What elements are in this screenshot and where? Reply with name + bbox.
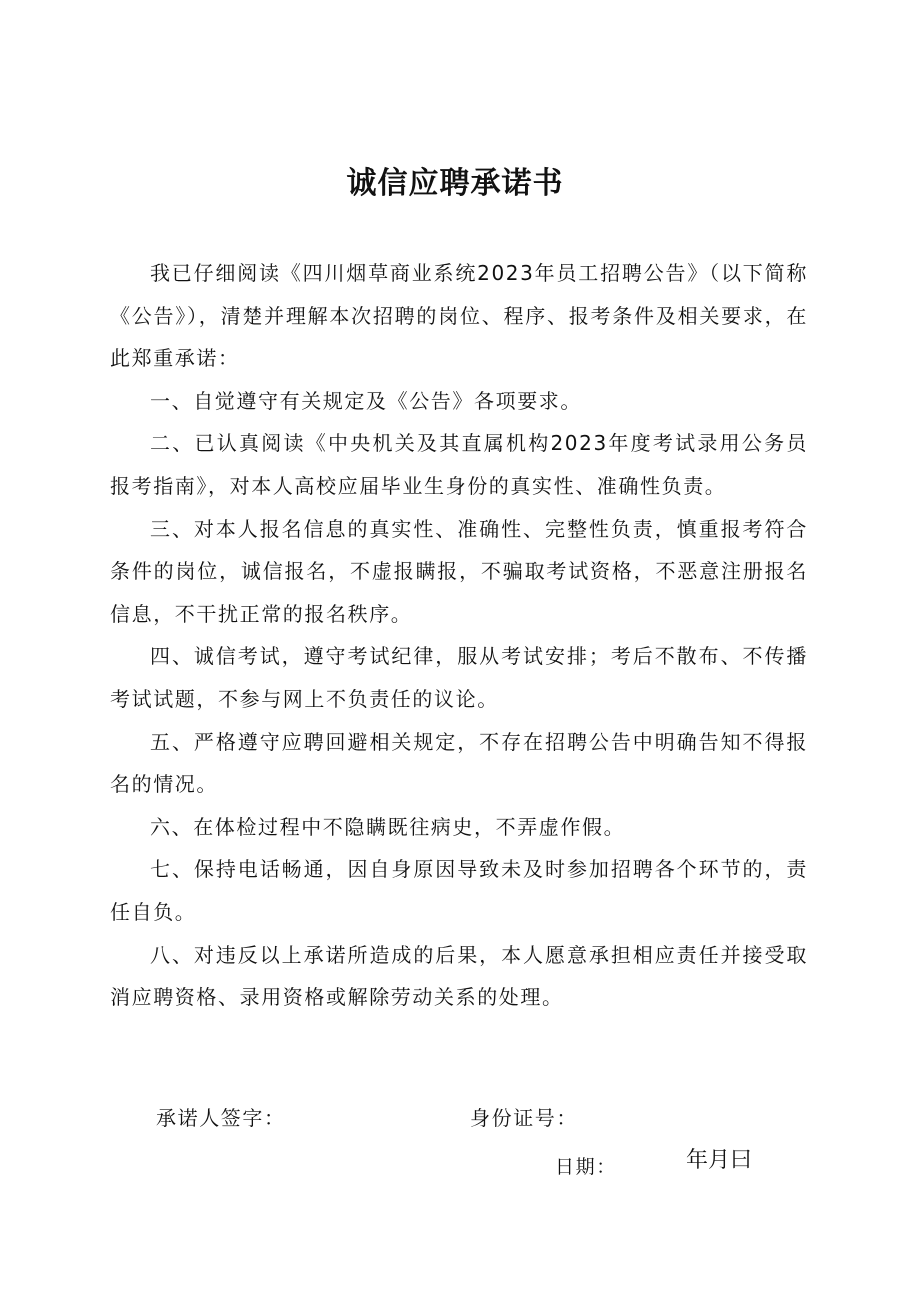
commitment-item-1: 一、自觉遵守有关规定及《公告》各项要求。 xyxy=(150,388,582,413)
commitment-item-3: 三、对本人报名信息的真实性、准确性、完整性负责，慎重报考符合条件的岗位，诚信报名，不虚报瞒报，不骗取考试资格，不恶意注册报名信息，不干扰正常的报名秩序。 xyxy=(110,516,808,626)
intro-paragraph: 我已仔细阅读《四川烟草商业系统2023年员工招聘公告》（以下简称《公告》），清楚并理解本次招聘的岗位、程序、报考条件及相关要求，在此郑重承诺： xyxy=(110,261,808,371)
id-number-label: 身份证号： xyxy=(470,1106,578,1130)
signer-signature-label: 承诺人签字： xyxy=(156,1106,286,1130)
document-title: 诚信应聘承诺书 xyxy=(346,166,564,201)
commitment-item-4: 四、诚信考试，遵守考试纪律，服从考试安排；考后不散布、不传播考试试题，不参与网上不负责任的议论。 xyxy=(110,644,808,711)
date-label: 日期： xyxy=(555,1156,617,1178)
commitment-item-6: 六、在体检过程中不隐瞒既往病史，不弄虚作假。 xyxy=(150,814,626,839)
commitment-item-7: 七、保持电话畅通，因自身原因导致未及时参加招聘各个环节的，责任自负。 xyxy=(110,857,808,924)
commitment-item-2: 二、已认真阅读《中央机关及其直属机构2023年度考试录用公务员报考指南》，对本人高校应届毕业生身份的真实性、准确性负责。 xyxy=(110,431,808,498)
commitment-item-8: 八、对违反以上承诺所造成的后果，本人愿意承担相应责任并接受取消应聘资格、录用资格或解除劳动关系的处理。 xyxy=(110,942,808,1010)
document-body xyxy=(110,252,808,1019)
commitment-item-5: 五、严格遵守应聘回避相关规定，不存在招聘公告中明确告知不得报名的情况。 xyxy=(110,729,808,797)
date-value: 年月曰 xyxy=(686,1148,753,1173)
